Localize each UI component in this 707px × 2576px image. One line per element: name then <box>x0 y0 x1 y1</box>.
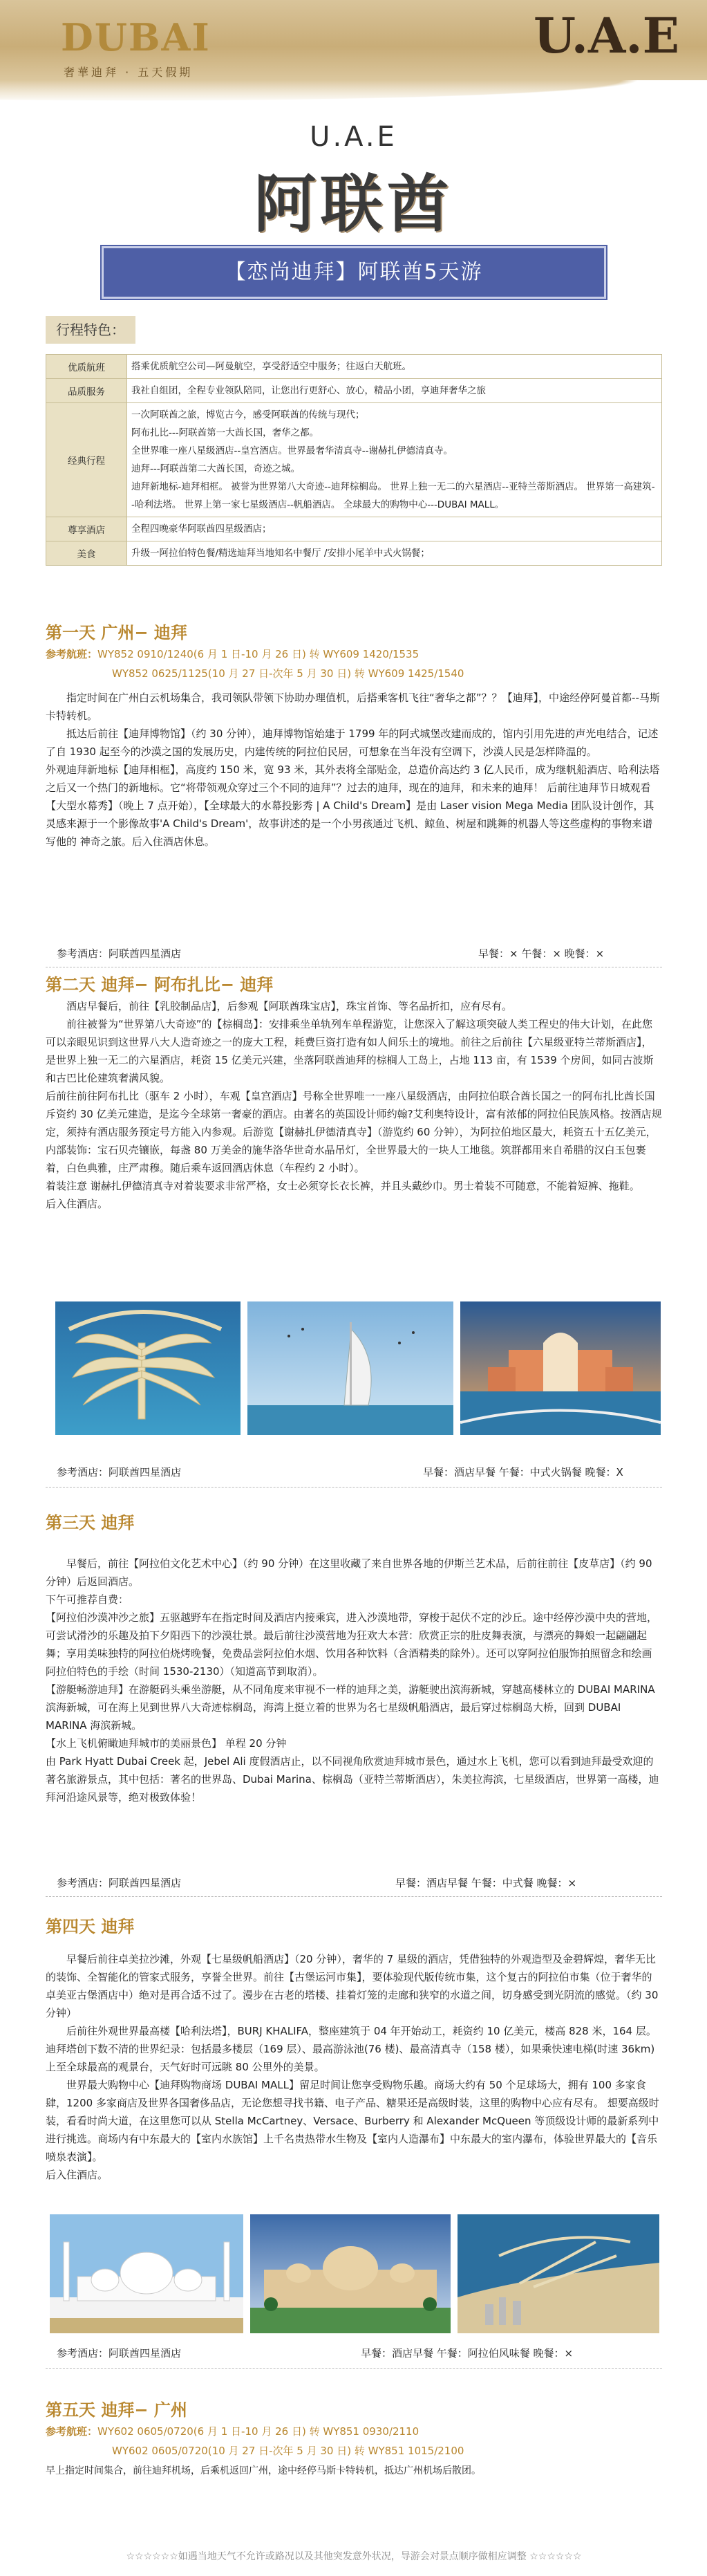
paragraph: 早餐后前往卓美拉沙滩，外观【七星级帆船酒店】（20 分钟），奢华的 7 星级的酒店，凭借独特的外观造型及金碧辉煌，奢华无比的装饰、全智能化的管家式服务，享誉全世界。前往【古堡运河市集】，要体验现代版传统市集，这个复古的阿拉伯市集（位于奢华的卓美亚古堡酒店中）绝对是再合适不过了。漫步在古老的塔楼、挂着灯笼的走廊和狭窄的水道之间，切身感受到光阴流的感觉。（约 30 分钟） <box>46 1953 659 2019</box>
feature-line: 迪拜新地标-迪拜相框。 被誉为世界第八大奇迹--迪拜棕榈岛。 世界上独一无二的六星酒店--亚特兰蒂斯酒店。 世界第一高建筑--哈利法塔。 世界上第一家七星级酒店--帆船酒店。 全球最大的购物中心---DUBAI MALL。 <box>131 481 655 510</box>
palm-island-image <box>55 1301 241 1435</box>
day-2-meta <box>57 1465 662 1479</box>
feature-value: 我社自组团，全程专业领队陪同，让您出行更舒心、放心，精品小团，享迪拜奢华之旅 <box>127 379 662 403</box>
table-row <box>46 403 662 517</box>
hotel-info: 参考酒店：阿联酋四星酒店 <box>57 947 182 960</box>
paragraph: 后前往前往阿布扎比（驱车 2 小时），车观【皇宫酒店】号称全世界唯一一座八星级酒店，由阿拉伯联合酋长国之一的阿布扎比酋长国斥资约 30 亿美元建造，是迄今全球第一奢豪的酒店。由著名的英国设计师约翰?艾利奥特设计，富有浓郁的阿拉伯民族风格。按酒店规定，须持有酒店服务预定号方能入内参观。后游览【谢赫扎伊德清真寺】（游览约 60 分钟），为阿拉伯地区最大，耗资五十五亿美元，内部装饰：宝石贝壳镶嵌，每盏 80 万美金的施华洛华世奇水晶吊灯，全世界最大的一块人工地毯。筑群都用来自希腊的汉白玉包裹着，白色典雅，庄严肃穆。随后乘车返回酒店休息（车程约 2 小时）。 <box>46 1090 662 1174</box>
day-5-flights <box>46 2422 464 2461</box>
feature-key: 尊享酒店 <box>46 517 127 541</box>
meals-info: 早餐：× 午餐：× 晚餐：× <box>478 947 605 960</box>
meals-info: 早餐：酒店早餐 午餐：中式火锅餐 晚餐：X <box>423 1466 623 1479</box>
features-tag: 行程特色： <box>46 316 135 344</box>
feature-value <box>127 403 662 517</box>
page-title: 阿联酋 <box>254 168 453 241</box>
paragraph: 世界最大购物中心【迪拜购物商场 DUBAI MALL】留足时间让您享受购物乐趣。商场大约有 50 个足球场大，拥有 100 多家食肆，1200 多家商店及世界各国奢侈品店，无论您想寻找书籍、电子产品、糖果还是高级时装，这里的购物中心应有尽有。 想要高级时装，看看时尚大道，在这里您可以从 Stella McCartney、Versace、Burberry 和 Alexander McQueen 等顶级设计师的最新系列中进行挑选。商场内有中东最大的【室内水族馆】上千名贵热带水生物及【室内人造瀑布】中东最大的室内瀑布，体验世界最大的【音乐喷泉表演】。 <box>46 2079 659 2163</box>
flight-line: WY852 0910/1240(6 月 1 日-10 月 26 日) 转 WY609 1420/1535 <box>97 648 420 660</box>
dubai-logo: DUBAI <box>61 15 211 59</box>
feature-line: 阿布扎比---阿联酋第一大酋长国，奢华之都。 <box>131 427 319 438</box>
flight-line: WY852 0625/1125(10 月 27 日-次年 5 月 30 日) 转 WY609 1425/1540 <box>112 667 464 680</box>
day-4-title: 第四天 迪拜 <box>46 1917 135 1936</box>
day-1-description <box>46 689 662 917</box>
day-2-description <box>46 997 662 1296</box>
divider <box>46 2368 662 2369</box>
feature-value: 搭乘优质航空公司—阿曼航空，享受舒适空中服务；往返白天航班。 <box>127 355 662 379</box>
meals-info: 早餐：酒店早餐 午餐：阿拉伯风味餐 晚餐：× <box>361 2347 574 2360</box>
paragraph: 【游艇畅游迪拜】在游艇码头乘坐游艇，从不同角度来审视不一样的迪拜之美，游艇驶出滨海新城，穿越高楼林立的 DUBAI MARINA 滨海新城，可在海上见到世界八大奇迹棕榈岛，海湾上挺立着的世界为名七星级帆船酒店，最后穿过棕榈岛大桥，回到 DUBAI MARINA 海滨新城。 <box>46 1683 655 1732</box>
meals-info: 早餐：酒店早餐 午餐：中式餐 晚餐：× <box>395 1877 577 1889</box>
paragraph: 后入住酒店。 <box>46 1198 109 1210</box>
feature-value: 全程四晚豪华阿联酋四星级酒店； <box>127 517 662 541</box>
day-3-meta <box>57 1875 662 1890</box>
features-table <box>46 354 662 566</box>
flight-label: 参考航班： <box>46 648 98 660</box>
hotel-info: 参考酒店：阿联酋四星酒店 <box>57 1466 182 1479</box>
hotel-info: 参考酒店：阿联酋四星酒店 <box>57 2347 182 2360</box>
paragraph: 下午可推荐自费： <box>46 1593 129 1606</box>
divider <box>46 1896 662 1897</box>
paragraph: 【水上飞机俯瞰迪拜城市的美丽景色】 单程 20 分钟 <box>46 1737 287 1750</box>
header-banner <box>0 0 707 104</box>
table-row <box>46 517 662 541</box>
flight-line: WY602 0605/0720(6 月 1 日-10 月 26 日) 转 WY851 0930/2110 <box>97 2425 420 2438</box>
day-1-title: 第一天 广州− 迪拜 <box>46 623 187 642</box>
logo-subtitle: 奢華迪拜 · 五天假期 <box>64 66 194 79</box>
table-row <box>46 355 662 379</box>
table-row <box>46 541 662 566</box>
feature-value: 升级一阿拉伯特色餐/精选迪拜当地知名中餐厅 /安排小尾羊中式火锅餐； <box>127 541 662 566</box>
day-1-flights <box>46 645 464 683</box>
day-4-description <box>46 1950 662 2209</box>
day-2-title: 第二天 迪拜− 阿布扎比− 迪拜 <box>46 975 274 994</box>
paragraph: 酒店早餐后，前往【乳胶制品店】，后参观【阿联酋珠宝店】，珠宝首饰、等名品折扣，应有尽有。 <box>66 1000 513 1012</box>
banner-code: U.A.E <box>533 7 679 64</box>
divider <box>46 1487 662 1488</box>
paragraph: 早餐后，前往【阿拉伯文化艺术中心】（约 90 分钟）在这里收藏了来自世界各地的伊斯兰艺术品，后前往前往【皮草店】（约 90 分钟）后返回酒店。 <box>46 1557 652 1588</box>
paragraph: 着装注意 谢赫扎伊德清真寺对着装要求非常严格，女士必须穿长衣长裤，并且头戴纱巾。男士着装不可随意，不能着短裤、拖鞋。 <box>46 1180 640 1192</box>
feature-key: 经典行程 <box>46 403 127 517</box>
atlantis-hotel-image <box>460 1301 661 1435</box>
hotel-info: 参考酒店：阿联酋四星酒店 <box>57 1877 182 1889</box>
day-5-description <box>46 2462 662 2483</box>
flight-label: 参考航班： <box>46 2425 98 2438</box>
day-3-title: 第三天 迪拜 <box>46 1513 135 1532</box>
feature-key: 品质服务 <box>46 379 127 403</box>
palm-coast-image <box>458 2214 659 2333</box>
emirates-palace-image <box>250 2214 451 2333</box>
day-4-meta <box>57 2346 662 2360</box>
paragraph: 早上指定时间集合，前往迪拜机场，后乘机返回广州，途中经停马斯卡特转机，抵达广州机场后散团。 <box>46 2465 481 2476</box>
route-title-box: 【恋尚迪拜】阿联酋5天游 <box>102 246 606 299</box>
paragraph: 由 Park Hyatt Dubai Creek 起，Jebel Ali 度假酒店止，以不同视角欣赏迪拜城市景色，通过水上飞机，您可以看到迪拜最受欢迎的著名旅游景点，其中包括：著名的世界岛、Dubai Marina、棕榈岛（亚特兰蒂斯酒店），朱美拉海滨，七星级酒店，世界第一高楼，迪拜河沿途风景等，绝对极致体验！ <box>46 1755 659 1804</box>
mosque-image <box>50 2214 243 2333</box>
feature-key: 美食 <box>46 541 127 566</box>
paragraph: 抵达后前往【迪拜博物馆】（约 30 分钟），迪拜博物馆始建于 1799 年的阿式城堡改建而成的，馆内引用先进的声光电结合，记述了自 1930 起至今的沙漠之国的发展历史，内建传统的阿拉伯民居，可想象在当年没有空调下，沙漠人民是怎样降温的。 <box>46 728 659 758</box>
feature-line: 一次阿联酋之旅，博览古今，感受阿联酋的传统与现代； <box>131 409 365 420</box>
paragraph: 【阿拉伯沙漠冲沙之旅】五驱越野车在指定时间及酒店内接乘宾，进入沙漠地带，穿梭于起伏不定的沙丘。途中经停沙漠中央的营地，可尝试滑沙的乐趣及拍下夕阳西下的沙漠壮景。最后前往沙漠营地为狂欢大本营：欣赏正宗的肚皮舞表演，与漂亮的舞娘一起翩翩起舞；享用美味独特的阿拉伯烧烤晚餐，免费品尝阿拉伯水烟、饮用各种饮料（含酒精类的除外）。还可以穿阿拉伯服饰拍照留念和绘画阿拉伯特色的手绘（时间 1530-2130）（知道高节到取消）。 <box>46 1611 658 1678</box>
table-row <box>46 379 662 403</box>
title-en: U.A.E <box>310 121 397 153</box>
paragraph: 后入住酒店。 <box>46 2169 109 2181</box>
paragraph: 后前往外观世界最高楼【哈利法塔】，BURJ KHALIFA，整座建筑于 04 年开始动工，耗资约 10 亿美元，楼高 828 米，164 层。迪拜塔创下数不清的世界纪录：包括最多楼层（169 层）、最高游泳池(76 楼)、最高清真寺（158 楼），如果乘快速电梯(时速 36km)上至全球最高的观景台，天气好时可远眺 80 公里外的美景。 <box>46 2025 657 2073</box>
burj-al-arab-image <box>247 1301 453 1435</box>
day-5-title: 第五天 迪拜− 广州 <box>46 2400 187 2420</box>
day-1-meta <box>57 946 662 961</box>
footer-note: ☆☆☆☆☆☆如遇当地天气不允许或路况以及其他突发意外状况，导游会对景点顺序做相应调整 ☆☆☆☆☆☆ <box>126 2551 582 2562</box>
paragraph: 指定时间在广州白云机场集合，我司领队带领下协助办理值机，后搭乘客机飞往“奢华之都”？？【迪拜】，中途经停阿曼首都--马斯卡特转机。 <box>46 692 660 722</box>
flight-line: WY602 0605/0720(10 月 27 日-次年 5 月 30 日) 转 WY851 1015/2100 <box>112 2445 464 2457</box>
paragraph: 前往被誉为“世界第八大奇迹”的【棕榈岛】：安排乘坐单轨列车单程游览，让您深入了解这项突破人类工程史的伟大计划，在此您可以亲眼见识到这世界八大人造奇迹之一的庞大工程，耗费巨资打造有如人间乐土的境地。前往之后前往【六星级亚特兰蒂斯酒店】，是世界上独一无二的六星酒店，耗资 15 亿美元兴建，坐落阿联酋迪拜的棕榈人工岛上，占地 113 亩，有 1539 个房间，如同古波斯和古巴比伦建筑奢满风貌。 <box>46 1018 654 1084</box>
feature-key: 优质航班 <box>46 355 127 379</box>
feature-line: 全世界唯一座八星级酒店--皇宫酒店。世界最奢华清真寺--谢赫扎伊德清真寺。 <box>131 445 453 456</box>
paragraph: 外观迪拜新地标【迪拜相框】，高度约 150 米，宽 93 米，其外表将全部贴金，总造价高达约 3 亿人民币，成为继帆船酒店、哈利法塔之后又一个热门的新地标。它“将带领观众穿过三个不同的迪拜”？过去的迪拜，现在的迪拜，和未来的迪拜！ 后前往迪拜节日城观看【大型水幕秀】（晚上 7 点开始），【全球最大的水幕投影秀 | A Child's Dream】是由 Laser vision Mega Media 团队设计创作，其灵感来源于一个影像故事'A Child's Dream'，故事讲述的是一个小男孩通过飞机、鲸鱼、树屋和跳舞的机器人等这些虚构的事物来谱写他的 神奇之旅。后入住酒店休息。 <box>46 763 660 848</box>
feature-line: 迪拜---阿联酋第二大酋长国，奇迹之城。 <box>131 463 301 474</box>
day-3-description <box>46 1555 662 1873</box>
